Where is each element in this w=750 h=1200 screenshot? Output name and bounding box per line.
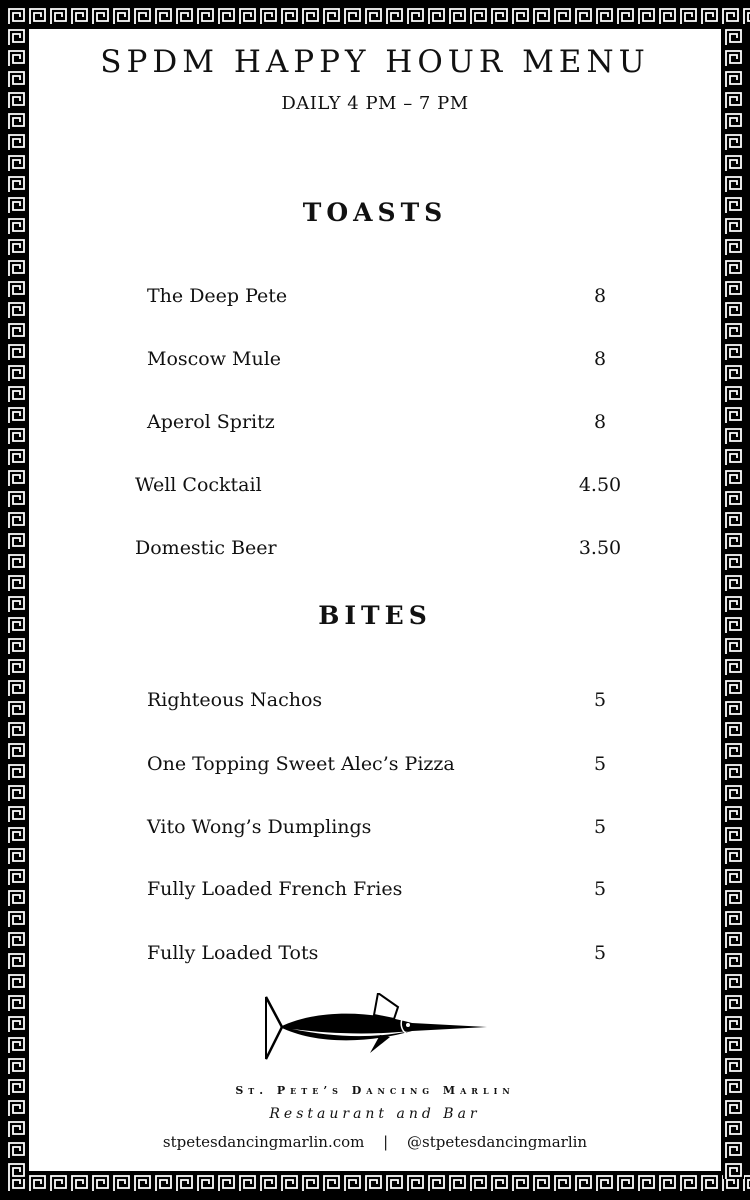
menu-item [26,942,724,972]
menu-item-price: 5 [593,753,607,775]
menu-item-price: 5 [593,689,607,711]
menu-content [26,26,724,1174]
menu-item [26,878,724,908]
menu-item [26,285,724,315]
menu-item-name: Fully Loaded French Fries [147,878,403,900]
menu-item-name: Well Cocktail [135,474,262,496]
social-handle[interactable]: @stpetesdancingmarlin [407,1133,588,1151]
restaurant-subtitle: Restaurant and Bar [269,1106,481,1122]
border-bottom [6,1173,750,1194]
menu-item-name: Fully Loaded Tots [147,942,319,964]
menu-title: SPDM HAPPY HOUR MENU [100,44,650,80]
section-heading-bites: BITES [318,601,432,630]
menu-item-name: Moscow Mule [147,348,282,370]
menu-item-price: 3.50 [578,537,622,559]
menu-item-name: Aperol Spritz [147,411,275,433]
footer-separator: | [383,1133,389,1151]
menu-item-price: 8 [593,411,607,433]
menu-item-price: 8 [593,285,607,307]
restaurant-name: St. Pete’s Dancing Marlin [235,1084,515,1097]
menu-item-name: Righteous Nachos [147,689,323,711]
menu-item-price: 8 [593,348,607,370]
menu-item [26,816,724,846]
menu-item-name: Vito Wong’s Dumplings [147,816,372,838]
website-link[interactable]: stpetesdancingmarlin.com [162,1133,365,1151]
marlin-icon [262,993,492,1065]
footer [26,1133,724,1151]
menu-item-name: Domestic Beer [135,537,277,559]
section-heading-toasts: TOASTS [302,198,448,227]
menu-item [26,537,724,567]
menu-item [26,689,724,719]
menu-item-price: 5 [593,878,607,900]
menu-item-price: 5 [593,816,607,838]
border-right [723,27,744,1179]
menu-item-price: 4.50 [578,474,622,496]
menu-item-name: The Deep Pete [147,285,288,307]
menu-item-price: 5 [593,942,607,964]
menu-item [26,411,724,441]
menu-item [26,474,724,504]
menu-item-name: One Topping Sweet Alec’s Pizza [147,753,455,775]
menu-item [26,348,724,378]
border-top [6,6,750,27]
border-left [6,27,27,1179]
menu-hours: DAILY 4 PM – 7 PM [281,93,469,114]
menu-item [26,753,724,783]
